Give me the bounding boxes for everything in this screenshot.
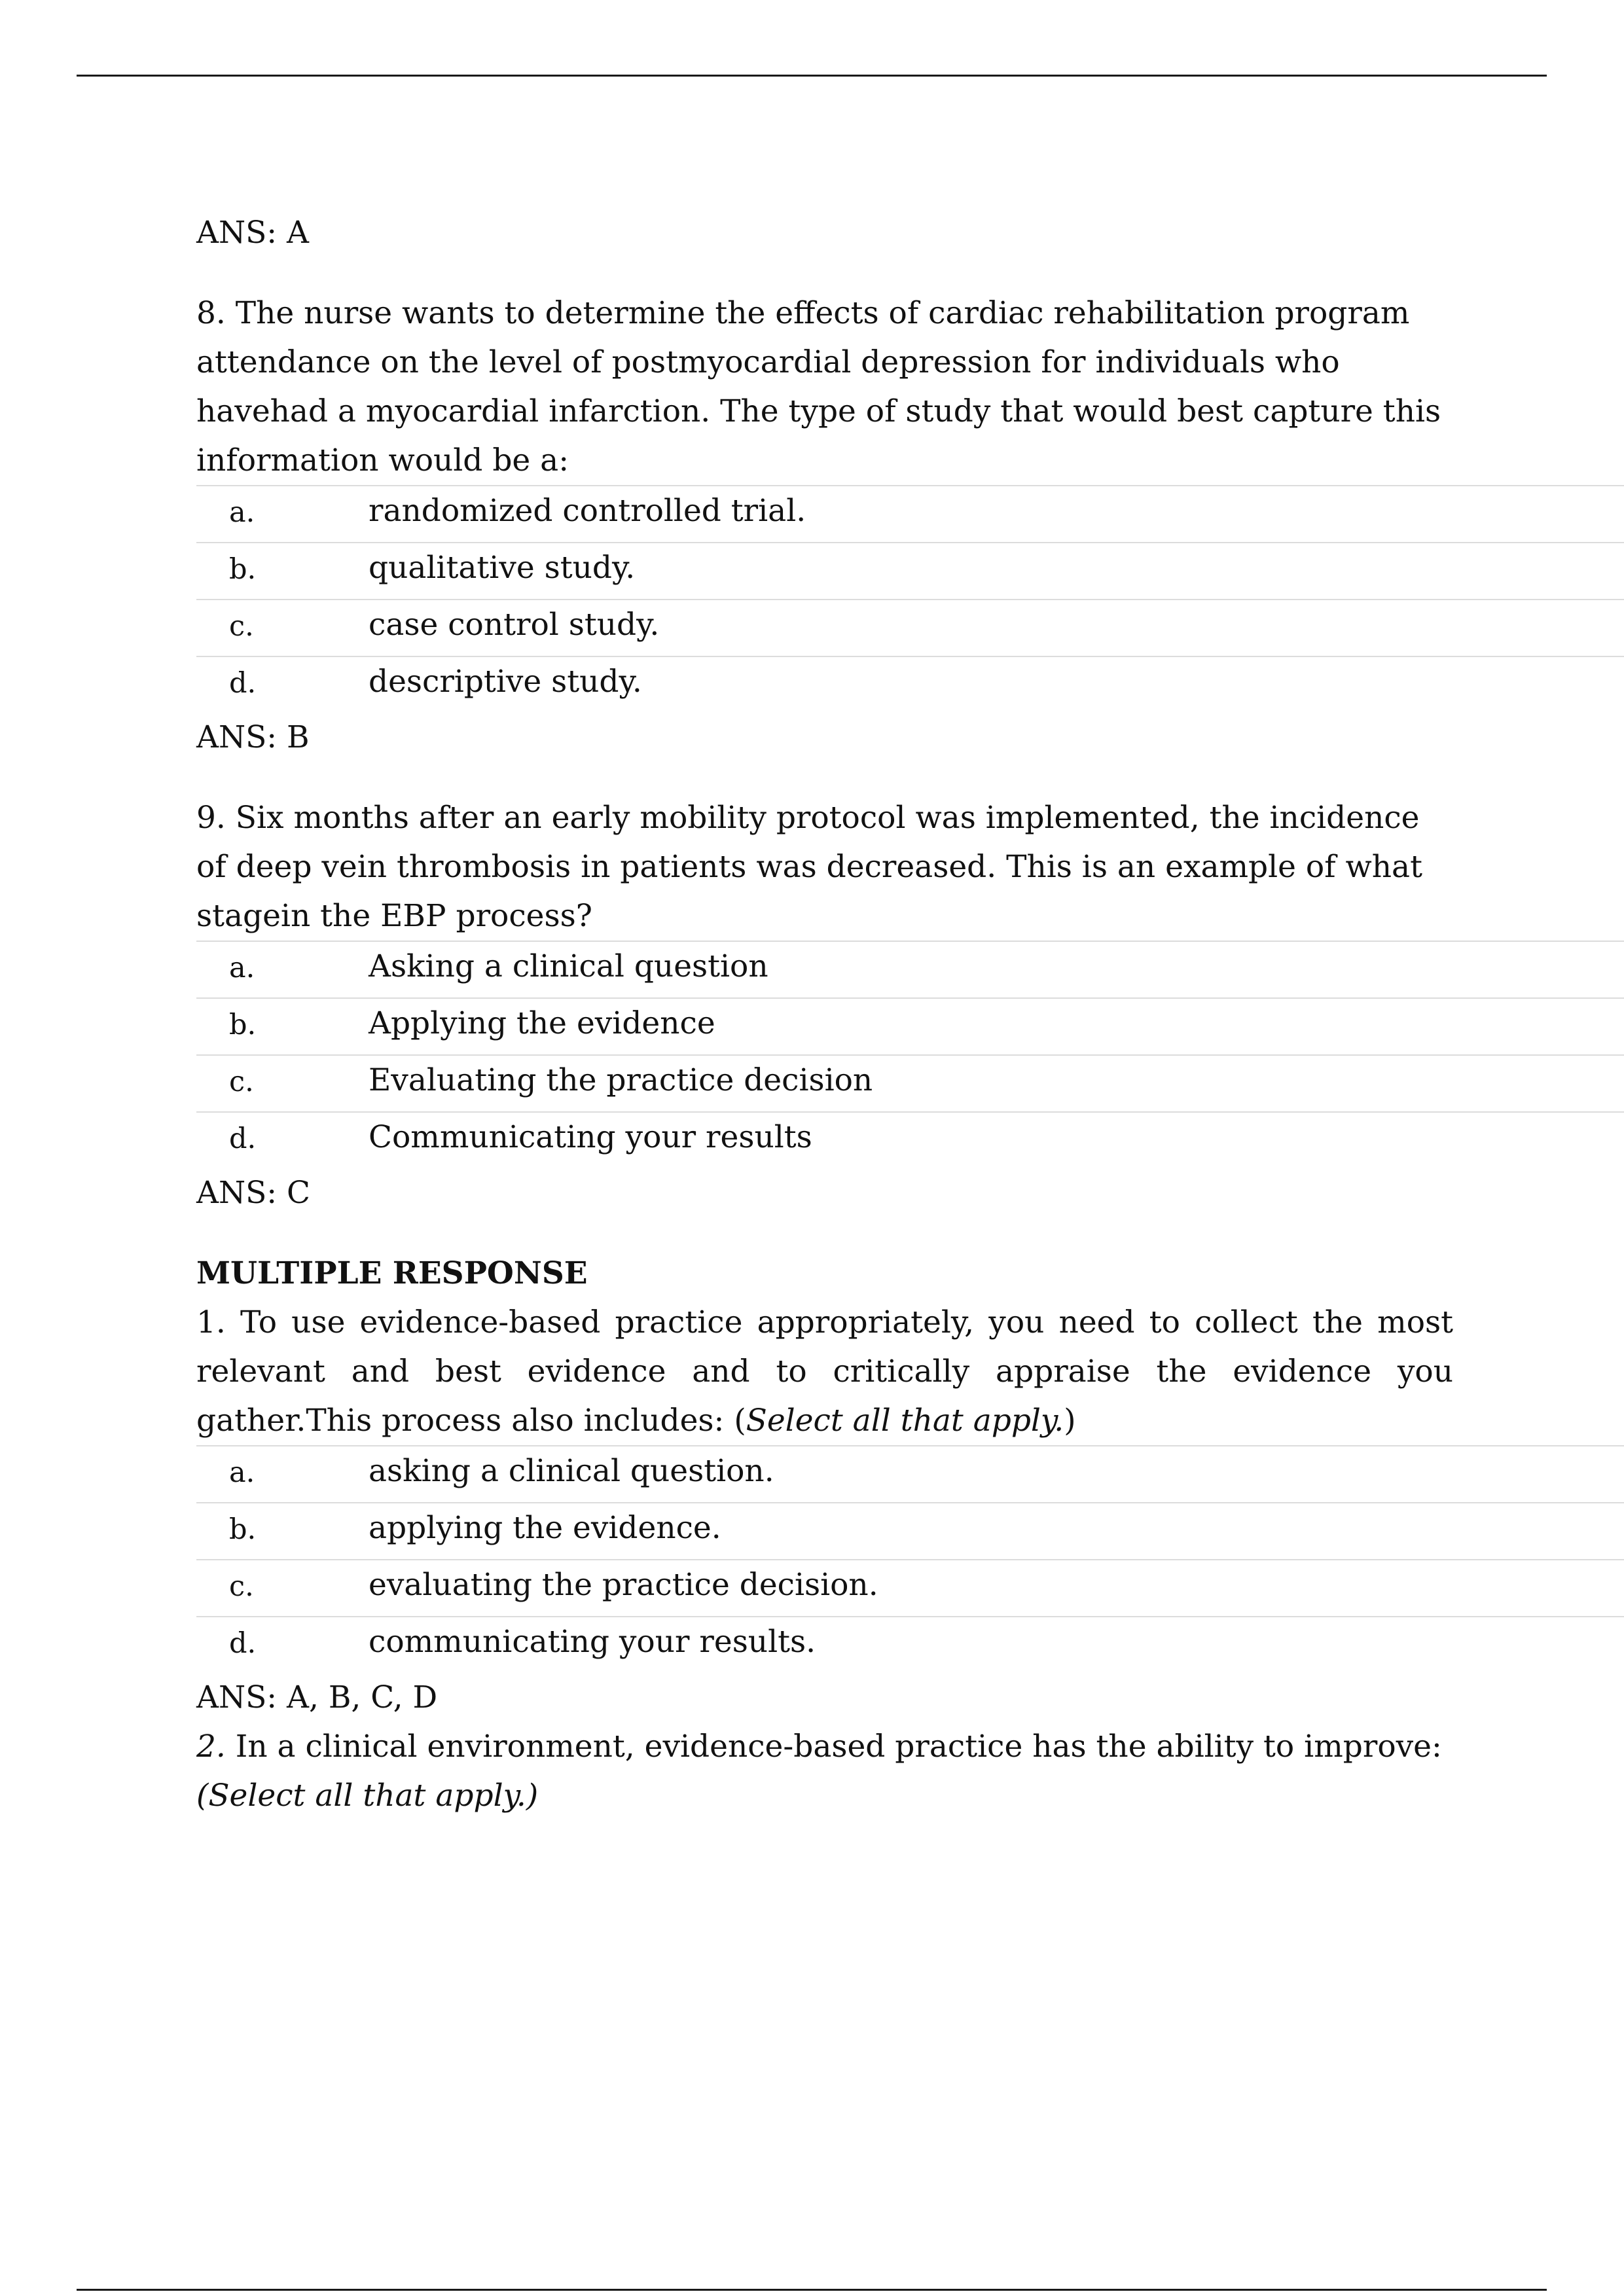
option-letter: a. <box>229 1456 255 1489</box>
option-letter: d. <box>229 1122 257 1155</box>
option-row <box>196 1111 1624 1168</box>
multiple-response-1-close: ) <box>1064 1403 1076 1439</box>
multiple-response-1-main: 1. To use evidence-based practice appropriately, you need to collect the most relevant and best evidence and to critically appraise the evidence you gather.This process also includes: ( <box>196 1304 1453 1439</box>
header-rule <box>77 75 1547 77</box>
multiple-response-1-text <box>196 1298 1453 1445</box>
option-text: Communicating your results <box>369 1119 812 1155</box>
option-letter: c. <box>229 1570 254 1603</box>
option-row <box>196 1616 1624 1673</box>
option-letter: c. <box>229 1066 254 1098</box>
option-text: asking a clinical question. <box>369 1453 774 1489</box>
option-text: Applying the evidence <box>369 1005 715 1041</box>
answer-multiple-response-1: ANS: A, B, C, D <box>196 1679 438 1715</box>
option-letter: b. <box>229 553 257 586</box>
option-row <box>196 485 1624 542</box>
option-letter: a. <box>229 496 255 529</box>
option-row <box>196 656 1624 713</box>
option-row <box>196 1054 1624 1111</box>
multiple-response-2-text <box>196 1722 1453 1820</box>
multiple-response-1-instruction: Select all that apply. <box>746 1403 1064 1439</box>
option-text: Evaluating the practice decision <box>369 1062 873 1098</box>
option-row <box>196 997 1624 1054</box>
option-text: Asking a clinical question <box>369 948 768 984</box>
multiple-response-2-instruction: (Select all that apply.) <box>196 1778 539 1814</box>
option-text: communicating your results. <box>369 1624 816 1660</box>
question-9-text: 9. Six months after an early mobility protocol was implemented, the incidence of deep vein thrombosis in patients was decreased. This is an example of what stagein the EBP process? <box>196 800 1422 934</box>
multiple-response-2-main: In a clinical environment, evidence-based practice has the ability to improve: <box>225 1729 1442 1765</box>
document-body <box>196 208 1453 1820</box>
answer-question-9: ANS: C <box>196 1175 311 1211</box>
option-text: applying the evidence. <box>369 1510 721 1546</box>
option-text: descriptive study. <box>369 664 642 700</box>
option-row <box>196 941 1624 997</box>
option-row <box>196 542 1624 599</box>
option-letter: b. <box>229 1009 257 1041</box>
multiple-response-2-number: 2. <box>196 1729 226 1765</box>
option-text: qualitative study. <box>369 550 636 586</box>
option-text: randomized controlled trial. <box>369 493 806 529</box>
option-letter: a. <box>229 952 255 984</box>
option-row <box>196 1445 1624 1502</box>
option-letter: d. <box>229 1627 257 1660</box>
option-row <box>196 1502 1624 1559</box>
option-row <box>196 599 1624 656</box>
footer-rule <box>77 2289 1547 2291</box>
multiple-response-1-options <box>196 1445 1453 1673</box>
section-heading-multiple-response: MULTIPLE RESPONSE <box>196 1255 588 1291</box>
question-8-options <box>196 485 1453 713</box>
option-letter: d. <box>229 667 257 700</box>
option-row <box>196 1559 1624 1616</box>
option-letter: b. <box>229 1513 257 1546</box>
answer-previous: ANS: A <box>196 215 309 251</box>
option-text: evaluating the practice decision. <box>369 1567 878 1603</box>
option-letter: c. <box>229 610 254 643</box>
question-8-text: 8. The nurse wants to determine the effects of cardiac rehabilitation program attendance on the level of postmyocardial depression for individuals who havehad a myocardial infarction. The type of study that would best capture this information would be a: <box>196 295 1441 478</box>
answer-question-8: ANS: B <box>196 719 310 755</box>
question-9-options <box>196 941 1453 1168</box>
option-text: case control study. <box>369 607 660 643</box>
